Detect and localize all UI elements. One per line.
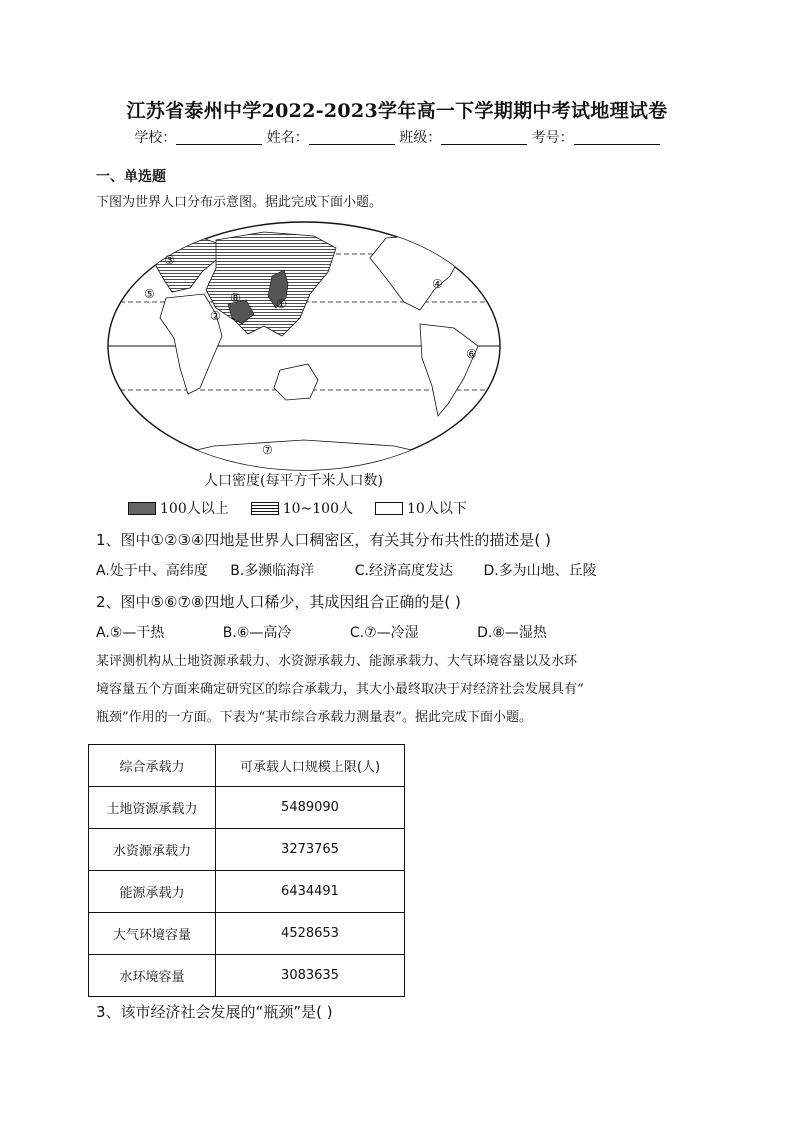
q1-option-c: C.经济高度发达 xyxy=(354,563,453,579)
map-marker-3: ③ xyxy=(164,253,175,267)
table-header-row xyxy=(89,745,405,787)
world-population-map xyxy=(104,218,504,472)
table-row xyxy=(89,913,405,955)
legend-swatch-dark xyxy=(128,502,156,515)
map-legend xyxy=(128,498,489,518)
student-info-line xyxy=(0,127,794,147)
table-row xyxy=(89,955,405,997)
table-cell: 大气环境容量 xyxy=(89,913,216,955)
number-blank xyxy=(574,130,660,145)
table-intro-line-3: 瓶颈”作用的一方面。下表为“某市综合承载力测量表”。据此完成下面小题。 xyxy=(96,710,532,725)
map-marker-6: ⑥ xyxy=(466,347,477,361)
question-1-options xyxy=(96,560,615,580)
question-1-stem: 1、图中①②③④四地是世界人口稠密区，有关其分布共性的描述是( ) xyxy=(96,531,551,549)
class-blank xyxy=(441,130,527,145)
q2-option-d: D.⑧—湿热 xyxy=(477,625,547,641)
table-cell: 水资源承载力 xyxy=(89,829,216,871)
table-intro-paragraph xyxy=(96,648,696,732)
question-3-stem: 3、该市经济社会发展的“瓶颈”是( ) xyxy=(96,1003,333,1021)
table-cell: 水环境容量 xyxy=(89,955,216,997)
map-marker-1: ① xyxy=(276,297,287,311)
table-intro-line-1: 某评测机构从土地资源承载力、水资源承载力、能源承载力、大气环境容量以及水环 xyxy=(96,654,578,669)
q2-option-c: C.⑦—冷湿 xyxy=(349,625,419,641)
q2-option-b: B.⑥—高冷 xyxy=(222,625,292,641)
legend-item-medium: 10~100人 xyxy=(251,498,353,518)
table-cell: 土地资源承载力 xyxy=(89,787,216,829)
table-cell: 4528653 xyxy=(216,913,405,955)
q1-option-d: D.多为山地、丘陵 xyxy=(483,563,597,579)
capacity-table xyxy=(88,744,405,997)
table-cell: 能源承载力 xyxy=(89,871,216,913)
table-intro-line-2: 境容量五个方面来确定研究区的综合承载力，其大小最终取决于对经济社会发展具有“ xyxy=(96,682,584,697)
map-caption: 人口密度(每平方千米人口数) xyxy=(204,473,383,489)
map-marker-7: ⑦ xyxy=(262,443,273,457)
class-label: 班级： xyxy=(399,130,442,146)
question-2-options xyxy=(96,622,565,642)
q2-option-a: A.⑤—干热 xyxy=(96,625,165,641)
map-marker-5: ⑤ xyxy=(144,287,155,301)
table-cell: 6434491 xyxy=(216,871,405,913)
number-label: 考号： xyxy=(531,130,574,146)
table-header-cell: 可承载人口规模上限(人) xyxy=(216,745,405,787)
map-intro: 下图为世界人口分布示意图。据此完成下面小题。 xyxy=(96,195,383,210)
map-marker-8: ⑧ xyxy=(230,291,241,305)
legend-item-low: 10人以下 xyxy=(375,498,467,518)
q1-option-b: B.多濒临海洋 xyxy=(230,563,315,579)
legend-swatch-hatch xyxy=(251,502,279,515)
name-blank xyxy=(309,130,395,145)
map-marker-4: ④ xyxy=(432,277,443,291)
school-blank xyxy=(176,130,262,145)
table-cell: 5489090 xyxy=(216,787,405,829)
name-label: 姓名： xyxy=(266,130,309,146)
legend-item-high: 100人以上 xyxy=(128,498,229,518)
table-row xyxy=(89,829,405,871)
table-row xyxy=(89,871,405,913)
school-label: 学校： xyxy=(134,130,177,146)
table-cell: 3273765 xyxy=(216,829,405,871)
table-header-cell: 综合承载力 xyxy=(89,745,216,787)
question-2-stem: 2、图中⑤⑥⑦⑧四地人口稀少，其成因组合正确的是( ) xyxy=(96,593,461,611)
map-marker-2: ② xyxy=(210,309,221,323)
page-title: 江苏省泰州中学2022-2023学年高一下学期期中考试地理试卷 xyxy=(126,100,668,122)
table-cell: 3083635 xyxy=(216,955,405,997)
q1-option-a: A.处于中、高纬度 xyxy=(96,563,208,579)
section-heading: 一、单选题 xyxy=(96,169,166,185)
legend-swatch-empty xyxy=(375,502,403,515)
table-row xyxy=(89,787,405,829)
